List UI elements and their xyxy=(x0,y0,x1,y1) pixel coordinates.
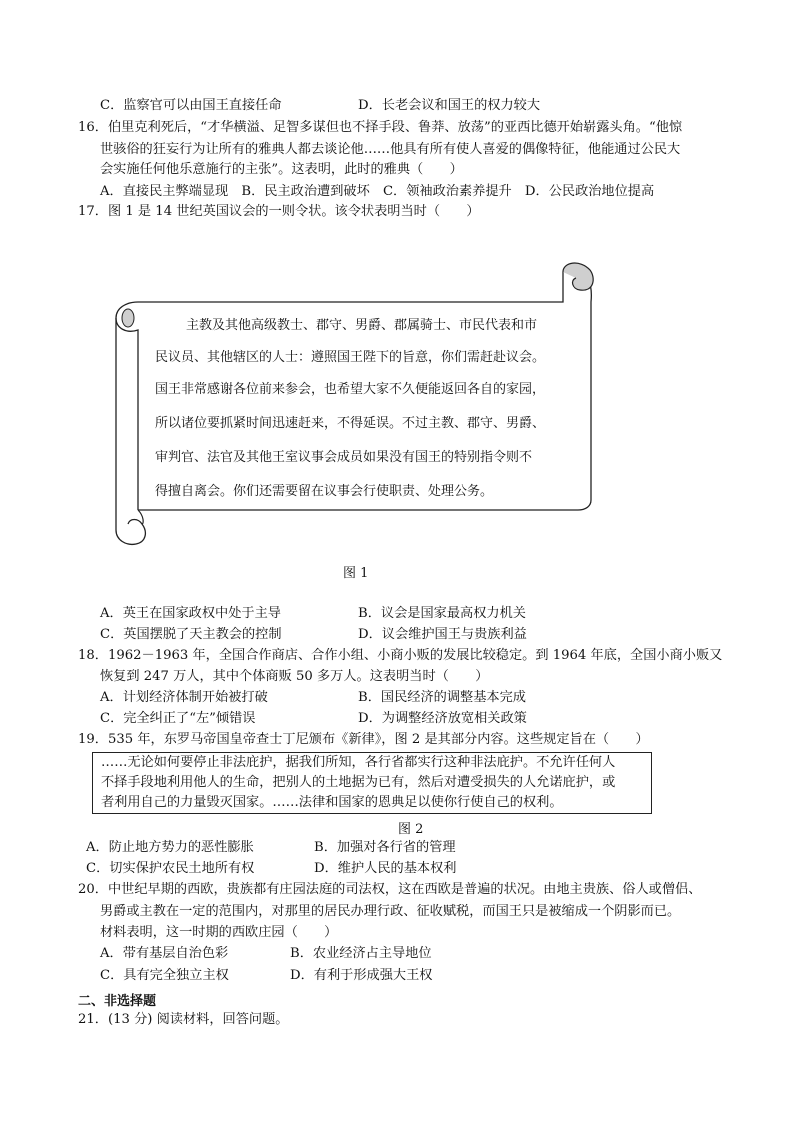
q16-stem-line1: 16．伯里克利死后，“才华横溢、足智多谋但也不择手段、鲁莽、放荡”的亚西比德开始崭露头角。“他惊 xyxy=(78,120,683,135)
q20-stem-line3: 材料表明，这一时期的西欧庄园（ ） xyxy=(100,925,338,940)
q19-option-a: A．防止地方势力的恶性膨胀 xyxy=(86,840,254,855)
q17-option-a: A．英王在国家政权中处于主导 xyxy=(100,606,281,621)
q19-option-c: C．切实保护农民土地所有权 xyxy=(86,861,255,876)
q18-option-d: D．为调整经济放宽相关政策 xyxy=(358,711,527,726)
q18-stem-line2: 恢复到 247 万人，其中个体商贩 50 多万人。这表明当时（ ） xyxy=(100,669,489,684)
figure-1-caption: 图 1 xyxy=(343,566,369,581)
q20-option-d: D．有利于形成强大王权 xyxy=(290,968,433,983)
section-title: 二、非选择题 xyxy=(78,994,157,1009)
q16-stem-line2: 世骇俗的狂妄行为让所有的雅典人都去谈论他……他具有所有使人喜爱的偶像特征，他能通过公民大 xyxy=(100,142,681,157)
q19-option-b: B．加强对各行省的管理 xyxy=(314,840,456,855)
q15-option-c: C．监察官可以由国王直接任命 xyxy=(100,98,282,113)
q18-option-a: A．计划经济体制开始被打破 xyxy=(100,690,268,705)
figure-2-box xyxy=(92,752,652,814)
scroll-line-1: 主教及其他高级教士、郡守、男爵、郡属骑士、市民代表和市 xyxy=(186,318,538,333)
scroll-line-4: 所以诸位要抓紧时间迅速赶来，不得延误。不过主教、郡守、男爵、 xyxy=(155,416,546,431)
q17-option-c: C．英国摆脱了天主教会的控制 xyxy=(100,627,282,642)
scroll-line-5: 审判官、法官及其他王室议事会成员如果没有国王的特别指令则不 xyxy=(155,450,533,465)
q17-option-d: D．议会维护国王与贵族利益 xyxy=(358,627,527,642)
box-line-3: 者利用自己的力量毁灭国家。……法律和国家的恩典足以使你行使自己的权利。 xyxy=(101,795,563,810)
q20-option-b: B．农业经济占主导地位 xyxy=(290,946,432,961)
scroll-line-3: 国王非常感谢各位前来参会，也希望大家不久便能返回各自的家园， xyxy=(155,382,546,397)
q15-option-d: D．长老会议和国王的权力较大 xyxy=(358,98,541,113)
box-line-1: ……无论如何要停止非法庇护，据我们所知，各行省都实行这种非法庇护。不允许任何人 xyxy=(101,755,616,770)
figure-2-caption: 图 2 xyxy=(398,822,424,837)
q20-stem-line2: 男爵或主教在一定的范围内，对那里的居民办理行政、征收赋税，而国王只是被缩成一个阴影而已。 xyxy=(100,904,681,919)
q18-stem-line1: 18．1962－1963 年，全国合作商店、合作小组、小商小贩的发展比较稳定。到 1964 年底，全国小商小贩又 xyxy=(78,648,723,663)
q17-stem: 17．图 1 是 14 世纪英国议会的一则令状。该令状表明当时（ ） xyxy=(78,204,480,219)
q20-option-a: A．带有基层自治色彩 xyxy=(100,946,229,961)
q20-option-c: C．具有完全独立主权 xyxy=(100,968,229,983)
q19-option-d: D．维护人民的基本权利 xyxy=(314,861,457,876)
q18-option-c: C．完全纠正了“左”倾错误 xyxy=(100,711,256,726)
q20-stem-line1: 20．中世纪早期的西欧，贵族都有庄园法庭的司法权，这在西欧是普遍的状况。由地主贵族、俗人或僧侣、 xyxy=(78,882,702,897)
q16-stem-line3: 会实施任何他乐意施行的主张”。这表明，此时的雅典（ ） xyxy=(100,162,463,177)
q16-options: A．直接民主弊端显现 B．民主政治遭到破坏 C．领袖政治素养提升 D．公民政治地位提高 xyxy=(100,184,655,199)
box-line-2: 不择手段地利用他人的生命，把别人的土地据为已有，然后对遭受损失的人允诺庇护，或 xyxy=(101,775,616,790)
scroll-line-2: 民议员、其他辖区的人士：遵照国王陛下的旨意，你们需赶赴议会。 xyxy=(155,350,546,365)
scroll-figure xyxy=(108,262,598,552)
q17-option-b: B．议会是国家最高权力机关 xyxy=(358,606,526,621)
scroll-line-6: 得擅自离会。你们还需要留在议事会行使职责、处理公务。 xyxy=(155,484,494,499)
q19-stem: 19．535 年，东罗马帝国皇帝查士丁尼颁布《新律》，图 2 是其部分内容。这些规定旨在（ ） xyxy=(78,732,649,747)
q18-option-b: B．国民经济的调整基本完成 xyxy=(358,690,526,705)
q21-stem: 21．(13 分) 阅读材料，回答问题。 xyxy=(78,1012,289,1027)
